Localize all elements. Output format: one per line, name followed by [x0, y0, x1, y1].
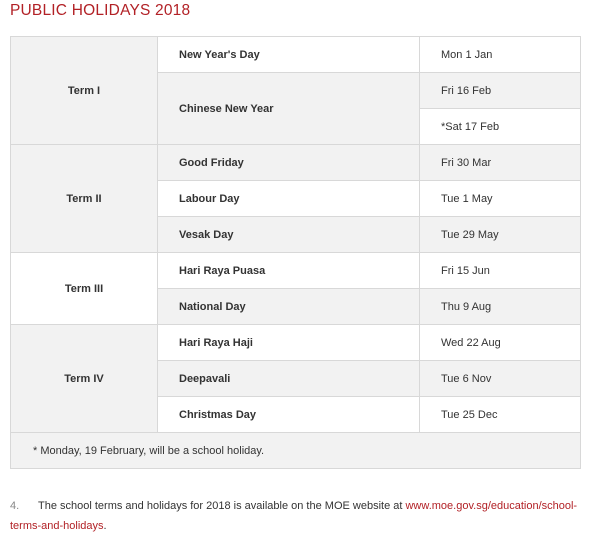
- holiday-name: Hari Raya Puasa: [158, 253, 420, 289]
- holiday-date: *Sat 17 Feb: [420, 109, 581, 145]
- table-row: [11, 145, 581, 181]
- term-cell-1: Term I: [11, 37, 158, 145]
- holiday-date: Mon 1 Jan: [420, 37, 581, 73]
- holiday-name: Labour Day: [158, 181, 420, 217]
- holiday-name: Good Friday: [158, 145, 420, 181]
- footnote-end: .: [103, 520, 107, 532]
- moe-website-link[interactable]: www.moe.gov.sg/education/school-terms-and-holidays: [10, 500, 578, 532]
- term-cell-4: Term IV: [11, 325, 158, 433]
- holiday-date: Fri 15 Jun: [420, 253, 581, 289]
- holiday-date: Thu 9 Aug: [420, 289, 581, 325]
- holiday-date: Fri 16 Feb: [420, 73, 581, 109]
- footnote-number: 4.: [10, 500, 20, 512]
- holiday-name: Vesak Day: [158, 217, 420, 253]
- footnote: [10, 496, 580, 536]
- table-note-row: [11, 433, 581, 469]
- holiday-name: New Year's Day: [158, 37, 420, 73]
- table-row: [11, 325, 581, 361]
- term-cell-3: Term III: [11, 253, 158, 325]
- table-row: [11, 37, 581, 73]
- holiday-name: Deepavali: [158, 361, 420, 397]
- holiday-date: Tue 1 May: [420, 181, 581, 217]
- holiday-name: Christmas Day: [158, 397, 420, 433]
- holiday-date: Tue 6 Nov: [420, 361, 581, 397]
- page-title: PUBLIC HOLIDAYS 2018: [10, 2, 191, 19]
- holiday-name: Hari Raya Haji: [158, 325, 420, 361]
- footnote-text: The school terms and holidays for 2018 is available on the MOE website at: [38, 500, 406, 512]
- holiday-date: Tue 25 Dec: [420, 397, 581, 433]
- holidays-table: [10, 36, 581, 469]
- holiday-date: Wed 22 Aug: [420, 325, 581, 361]
- holiday-date: Fri 30 Mar: [420, 145, 581, 181]
- holiday-date: Tue 29 May: [420, 217, 581, 253]
- term-cell-2: Term II: [11, 145, 158, 253]
- holiday-name: National Day: [158, 289, 420, 325]
- table-note: * Monday, 19 February, will be a school holiday.: [11, 433, 581, 469]
- table-row: [11, 253, 581, 289]
- holiday-name: Chinese New Year: [158, 73, 420, 145]
